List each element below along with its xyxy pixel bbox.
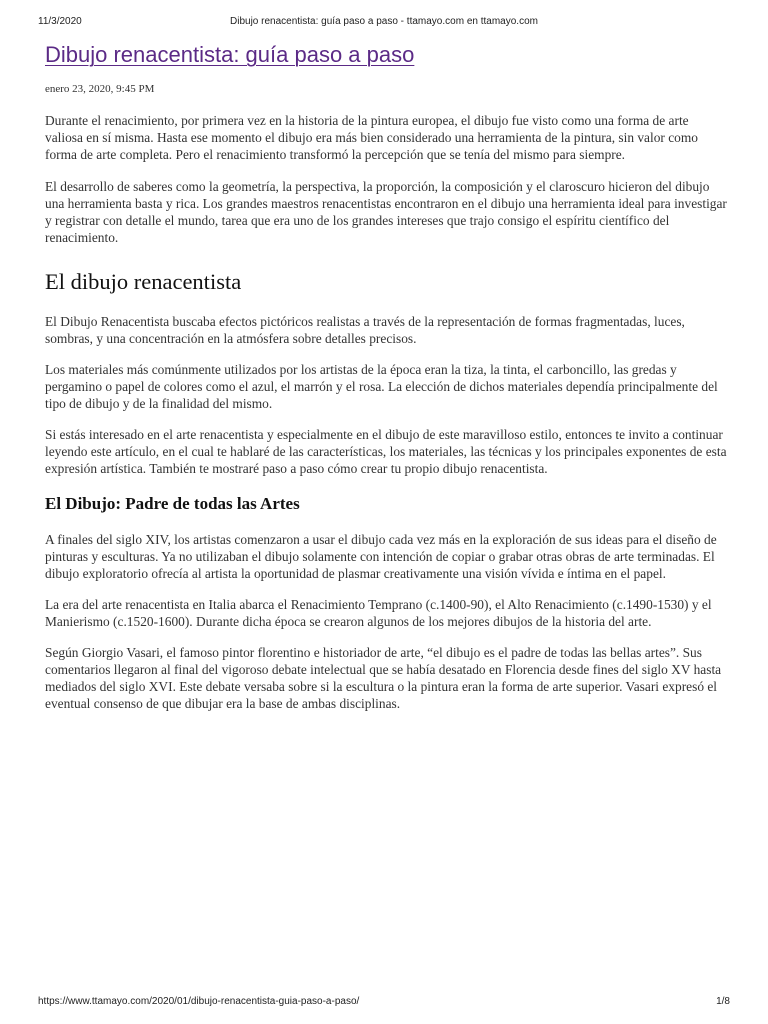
- section-1-paragraph-3: Si estás interesado en el arte renacentista y especialmente en el dibujo de este maravilloso estilo, entonces te invito a continuar leyendo este artículo, en el cual te hablaré de las características, los materiales, las técnicas y los principales exponentes de esta expresión artística. También te mostraré paso a paso cómo crear tu propio dibujo renacentista.: [45, 427, 727, 476]
- article: [45, 40, 728, 712]
- section-1-paragraph-2: Los materiales más comúnmente utilizados por los artistas de la época eran la tiza, la tinta, el carboncillo, las gredas y pergamino o papel de colores como el azul, el marrón y el rosa. La elección de dichos materiales dependía principalmente del tipo de dibujo y de la finalidad del mismo.: [45, 362, 718, 411]
- section-1-paragraph-1: El Dibujo Renacentista buscaba efectos pictóricos realistas a través de la representación de formas fragmentadas, luces, sombras, y una concentración en la atmósfera sobre detalles precisos.: [45, 314, 685, 346]
- article-title-link[interactable]: Dibujo renacentista: guía paso a paso: [45, 42, 415, 67]
- article-title: [45, 40, 728, 70]
- section-heading-dibujo-renacentista: El dibujo renacentista: [45, 269, 242, 294]
- print-footer: [38, 996, 730, 1010]
- intro-paragraph-2: El desarrollo de saberes como la geometría, la perspectiva, la proporción, la composición y el claroscuro hicieron del dibujo una herramienta basta y rica. Los grandes maestros renacentistas encontraron en el dibujo una herramienta ideal para investigar y registrar con detalle el mundo, tarea que era uno de los grandes intereses que trajo consigo el espíritu científico del renacimiento.: [45, 179, 727, 245]
- page-url: https://www.ttamayo.com/2020/01/dibujo-renacentista-guia-paso-a-paso/: [38, 996, 360, 1007]
- section-2-paragraph-3: Según Giorgio Vasari, el famoso pintor florentino e historiador de arte, “el dibujo es el padre de todas las bellas artes”. Sus comentarios llegaron al final del vigoroso debate intelectual que se había desatado en Florencia desde fines del siglo XV hasta mediados del siglo XVI. Este debate versaba sobre si la escultura o la pintura eran la forma de arte superior. Vasari expresó el eventual consenso de que dibujar era la base de ambas disciplinas.: [45, 645, 722, 711]
- section-2-paragraph-1: A finales del siglo XIV, los artistas comenzaron a usar el dibujo cada vez más en la exploración de sus ideas para el diseño de pinturas y esculturas. Ya no utilizaban el dibujo solamente con intención de copiar o grabar otras obras de arte terminadas. El dibujo exploratorio ofrecía al artista la oportunidad de plasmar creativamente una visión vívida e íntima en el papel.: [45, 532, 717, 581]
- print-header: [38, 16, 730, 30]
- intro-paragraph-1: Durante el renacimiento, por primera vez en la historia de la pintura europea, el dibujo fue visto como una forma de arte valiosa en sí misma. Hasta ese momento el dibujo era más bien considerado una herramienta de la pintura, sin valor como forma de arte completa. Pero el renacimiento transformó la percepción que se tenía del mismo para siempre.: [45, 113, 698, 162]
- subsection-heading-padre-de-las-artes: El Dibujo: Padre de todas las Artes: [45, 494, 300, 513]
- print-document-title: Dibujo renacentista: guía paso a paso - ttamayo.com en ttamayo.com: [230, 16, 538, 27]
- section-2-paragraph-2: La era del arte renacentista en Italia abarca el Renacimiento Temprano (c.1400-90), el Alto Renacimiento (c.1490-1530) y el Manierismo (c.1520-1600). Durante dicha época se crearon algunos de los mejores dibujos de la historia del arte.: [45, 597, 712, 629]
- page-number: 1/8: [716, 996, 730, 1007]
- post-date: enero 23, 2020, 9:45 PM: [45, 83, 155, 95]
- print-date: 11/3/2020: [38, 16, 82, 27]
